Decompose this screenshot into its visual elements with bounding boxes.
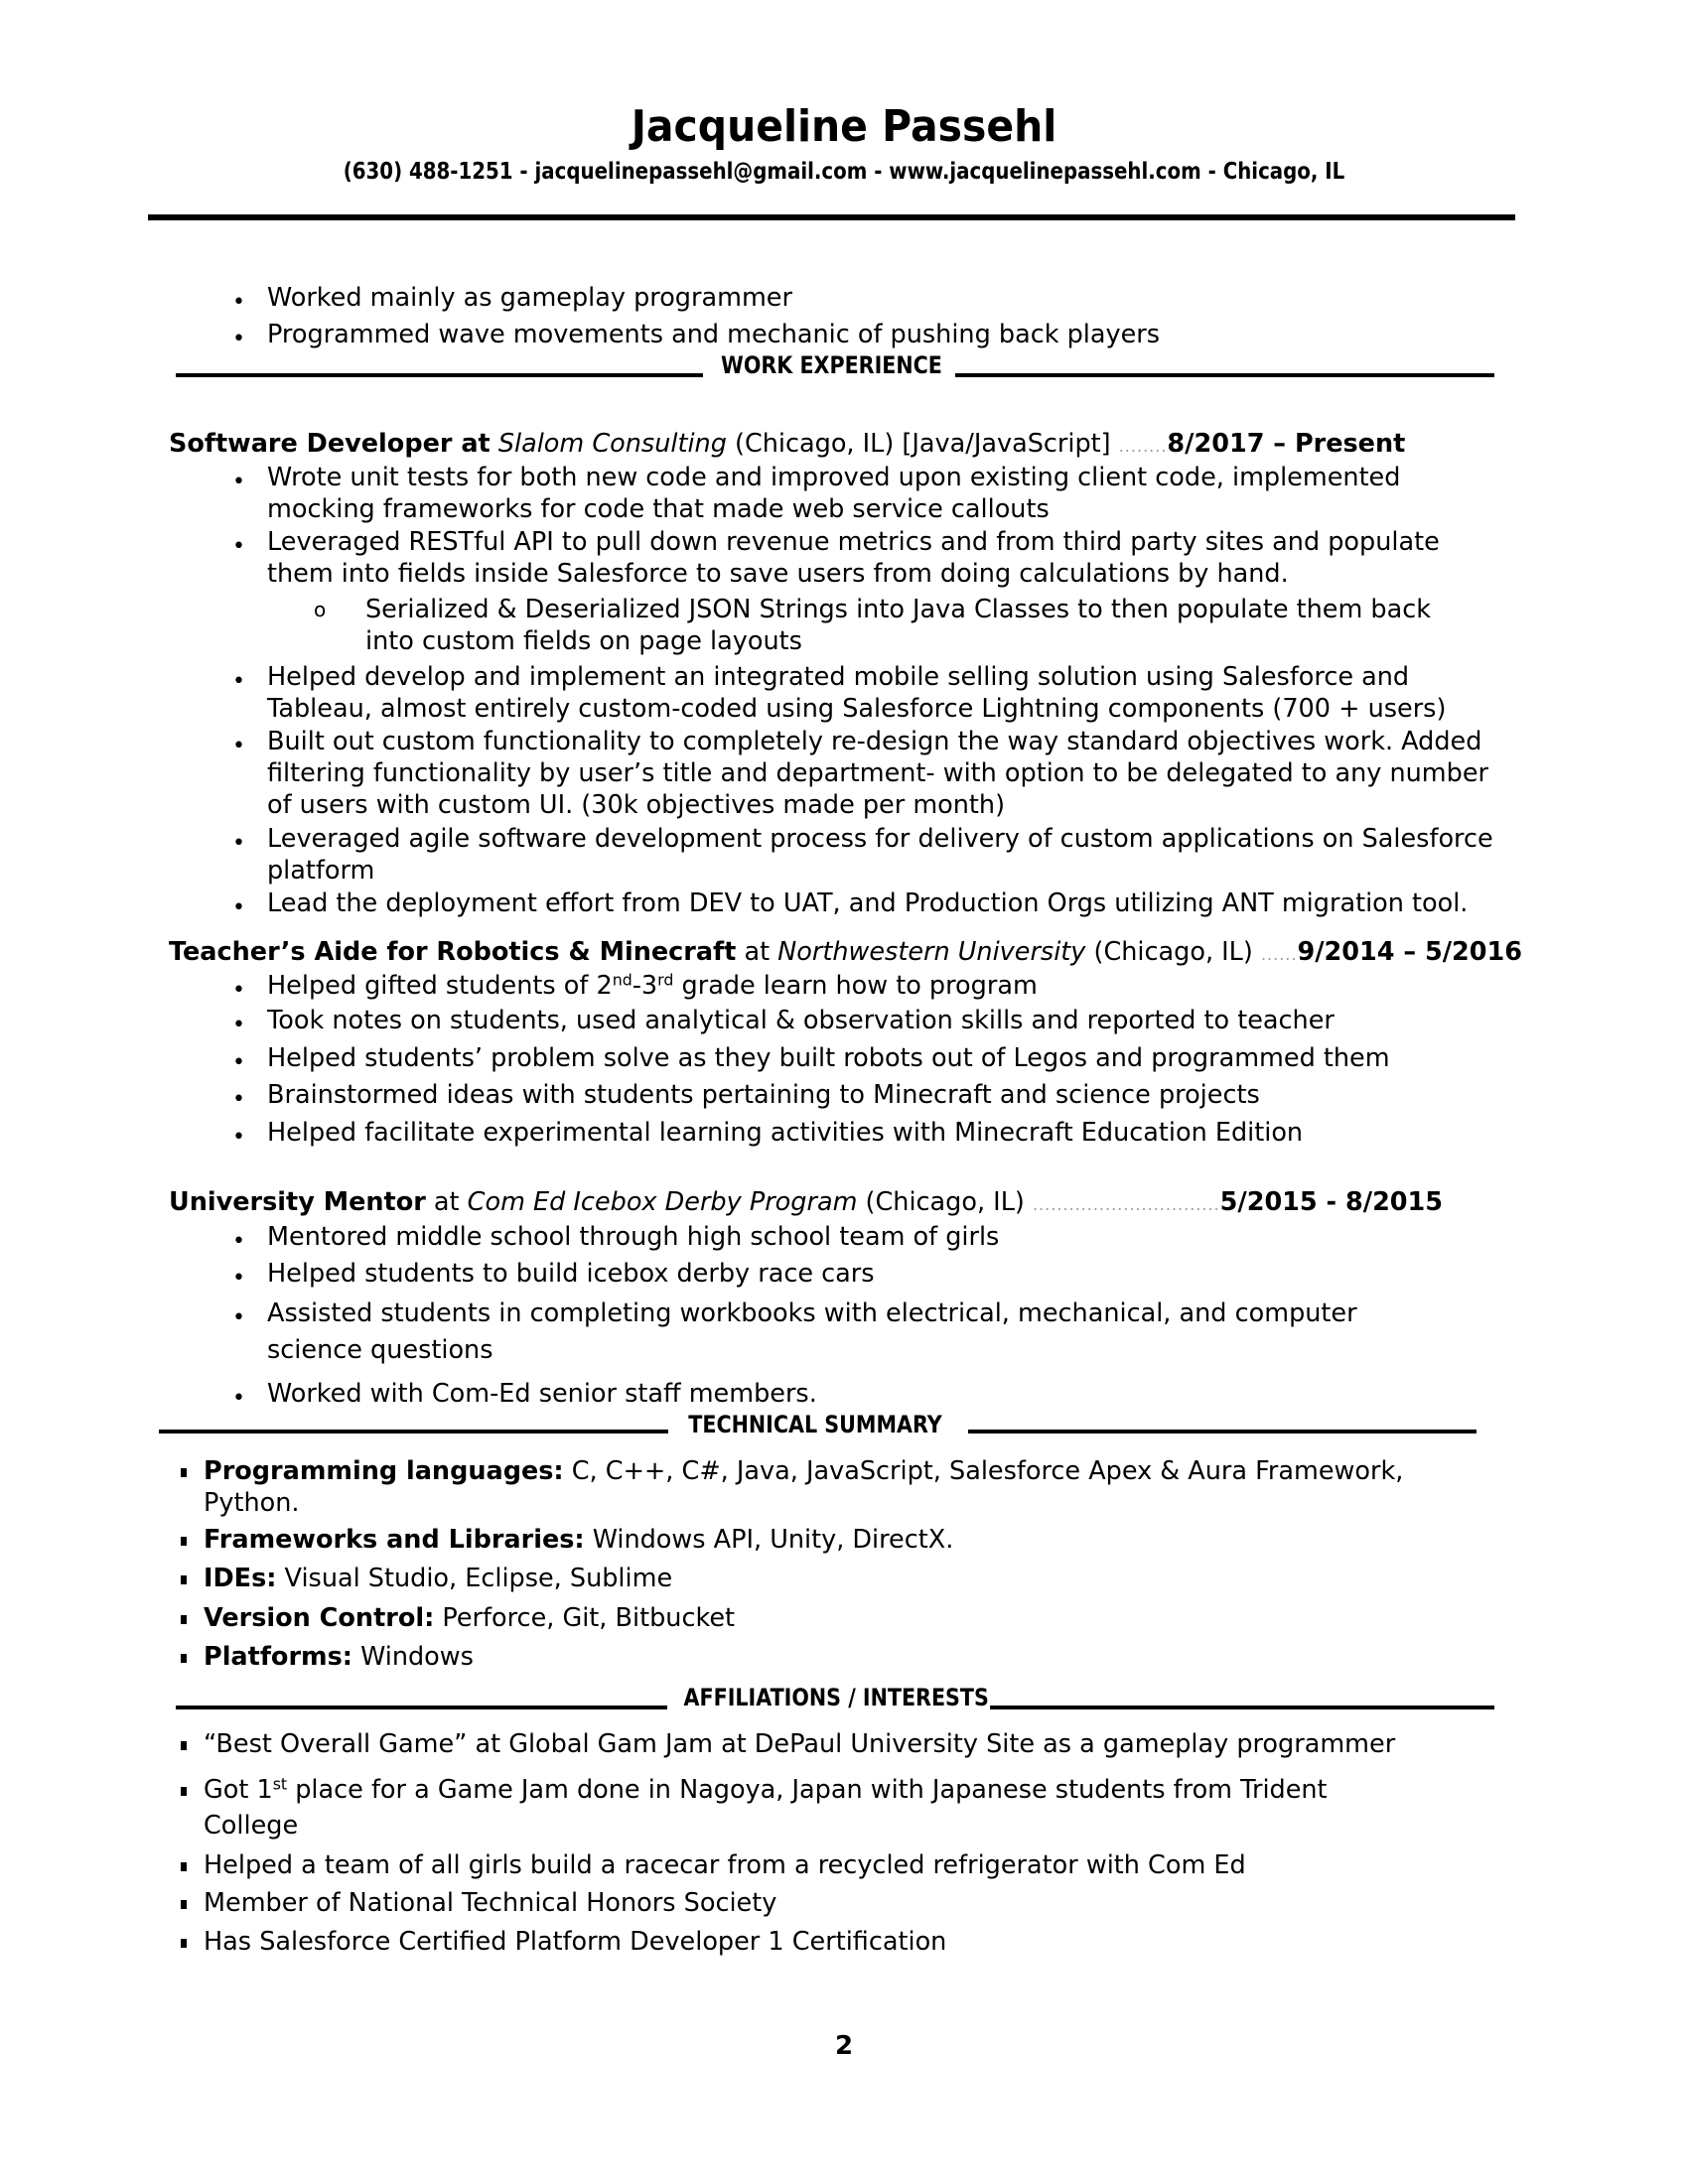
list-item: Helped students’ problem solve as they built robots out of Legos and programmed them [267, 1043, 1390, 1073]
job-location: (Chicago, IL) [1093, 937, 1253, 967]
list-item: Helped facilitate experimental learning activities with Minecraft Education Edition [267, 1118, 1304, 1148]
list-item: Took notes on students, used analytical & observation skills and reported to teacher [267, 1006, 1335, 1035]
affiliation-item: Got 1st place for a Game Jam done in Nagoya, Japan with Japanese students from Trident [204, 1774, 1328, 1805]
job-header [169, 936, 1522, 971]
bullet-icon: • [232, 1305, 245, 1330]
bullet-icon: • [232, 1013, 245, 1037]
job-header [169, 1186, 1443, 1221]
skill-item: IDEs: Visual Studio, Eclipse, Sublime [204, 1564, 673, 1593]
bullet-icon: • [232, 1266, 245, 1291]
bullet-icon: • [232, 669, 245, 694]
list-item: Worked mainly as gameplay programmer [267, 283, 792, 313]
job-title: Teacher’s Aide for Robotics & Minecraft [169, 937, 737, 967]
list-item: Mentored middle school through high school team of girls [267, 1222, 1000, 1252]
job-header [169, 428, 1405, 463]
list-item-cont: filtering functionality by user’s title and department- with option to be delegated to any number [267, 758, 1489, 788]
header-divider [148, 214, 1515, 220]
list-item: Leveraged RESTful API to pull down revenue metrics and from third party sites and populate [267, 527, 1440, 557]
list-item-cont: science questions [267, 1335, 493, 1365]
list-item: Wrote unit tests for both new code and improved upon existing client code, implemented [267, 463, 1401, 492]
bullet-icon: • [232, 734, 245, 758]
candidate-name: Jacqueline Passehl [631, 101, 1057, 152]
job-dates: 5/2015 - 8/2015 [1219, 1187, 1444, 1217]
skill-item: Platforms: Windows [204, 1642, 474, 1672]
job-title: Software Developer at [169, 429, 491, 459]
square-bullet-icon [181, 1741, 187, 1750]
job-location: (Chicago, IL) [865, 1187, 1025, 1217]
bullet-icon: • [232, 534, 245, 559]
job-at: at [744, 937, 771, 967]
section-rule-left [176, 1706, 667, 1709]
list-item-cont: platform [267, 856, 375, 886]
bullet-icon: • [232, 470, 245, 494]
bullet-icon: • [232, 1050, 245, 1075]
square-bullet-icon [181, 1939, 187, 1948]
list-item: Built out custom functionality to completely re-design the way standard objectives work. Added [267, 727, 1482, 756]
square-bullet-icon [181, 1900, 187, 1909]
dot-leader: ........ [1118, 437, 1168, 456]
section-rule-right [990, 1706, 1494, 1709]
job-location: (Chicago, IL) [Java/JavaScript] [735, 429, 1111, 459]
list-item: Lead the deployment effort from DEV to UAT, and Production Orgs utilizing ANT migration tool. [267, 888, 1469, 918]
square-bullet-icon [181, 1615, 187, 1624]
affiliation-item: Has Salesforce Certified Platform Developer 1 Certification [204, 1927, 947, 1957]
affiliation-item: “Best Overall Game” at Global Gam Jam at DePaul University Site as a gameplay programmer [204, 1729, 1396, 1759]
section-title: TECHNICAL SUMMARY [688, 1411, 942, 1438]
job-dates: 9/2014 – 5/2016 [1297, 937, 1523, 967]
square-bullet-icon [181, 1575, 187, 1584]
list-item: Helped students to build icebox derby race cars [267, 1259, 875, 1289]
list-item-cont: them into fields inside Salesforce to save users from doing calculations by hand. [267, 559, 1289, 589]
skill-item: Programming languages: C, C++, C#, Java, JavaScript, Salesforce Apex & Aura Framework, [204, 1456, 1404, 1486]
square-bullet-icon [181, 1468, 187, 1477]
section-rule-right [968, 1430, 1477, 1433]
list-item-cont: Tableau, almost entirely custom-coded using Salesforce Lightning components (700 + users) [267, 694, 1447, 724]
list-item: Programmed wave movements and mechanic of pushing back players [267, 320, 1161, 349]
square-bullet-icon [181, 1537, 187, 1546]
company-name: Com Ed Icebox Derby Program [467, 1187, 858, 1217]
section-title: AFFILIATIONS / INTERESTS [683, 1684, 989, 1711]
section-title: WORK EXPERIENCE [721, 351, 942, 379]
dot-leader: ...... [1260, 945, 1298, 964]
skill-item: Frameworks and Libraries: Windows API, Unity, DirectX. [204, 1525, 954, 1555]
job-at: at [433, 1187, 460, 1217]
dot-leader: ............................... [1032, 1195, 1220, 1214]
skill-item-cont: Python. [204, 1488, 300, 1518]
section-rule-left [159, 1430, 668, 1433]
section-rule-left [176, 373, 703, 377]
company-name: Slalom Consulting [497, 429, 727, 459]
bullet-icon: • [232, 1386, 245, 1411]
section-rule-right [955, 373, 1494, 377]
bullet-icon: • [232, 978, 245, 1003]
affiliation-item: Helped a team of all girls build a racecar from a recycled refrigerator with Com Ed [204, 1850, 1246, 1880]
list-item: Helped gifted students of 2nd-3rd grade learn how to program [267, 970, 1038, 1001]
square-bullet-icon [181, 1654, 187, 1663]
bullet-icon: • [232, 831, 245, 856]
bullet-icon: • [232, 1087, 245, 1112]
list-item: Assisted students in completing workbooks with electrical, mechanical, and computer [267, 1298, 1357, 1328]
list-item-cont: of users with custom UI. (30k objectives made per month) [267, 790, 1006, 820]
job-title: University Mentor [169, 1187, 426, 1217]
square-bullet-icon [181, 1862, 187, 1871]
square-bullet-icon [181, 1787, 187, 1796]
company-name: Northwestern University [777, 937, 1086, 967]
affiliation-item: Member of National Technical Honors Society [204, 1888, 777, 1918]
list-item: Worked with Com-Ed senior staff members. [267, 1379, 817, 1409]
list-item: Leveraged agile software development process for delivery of custom applications on Salesforce [267, 824, 1493, 854]
bullet-icon: • [232, 1229, 245, 1254]
circle-bullet-icon: o [314, 598, 327, 621]
bullet-icon: • [232, 327, 245, 351]
skill-item: Version Control: Perforce, Git, Bitbucket [204, 1603, 736, 1633]
list-item: Brainstormed ideas with students pertaining to Minecraft and science projects [267, 1080, 1260, 1110]
sub-list-item: Serialized & Deserialized JSON Strings into Java Classes to then populate them back [365, 595, 1432, 624]
page-number: 2 [834, 2031, 854, 2061]
job-dates: 8/2017 – Present [1167, 429, 1406, 459]
bullet-icon: • [232, 1125, 245, 1150]
bullet-icon: • [232, 895, 245, 920]
sub-list-item-cont: into custom fields on page layouts [365, 626, 802, 656]
list-item-cont: mocking frameworks for code that made web service callouts [267, 494, 1050, 524]
affiliation-item-cont: College [204, 1811, 299, 1841]
bullet-icon: • [232, 290, 245, 315]
list-item: Helped develop and implement an integrated mobile selling solution using Salesforce and [267, 662, 1410, 692]
contact-info: (630) 488-1251 - jacquelinepassehl@gmail.com - www.jacquelinepassehl.com - Chicago, IL [343, 159, 1345, 185]
